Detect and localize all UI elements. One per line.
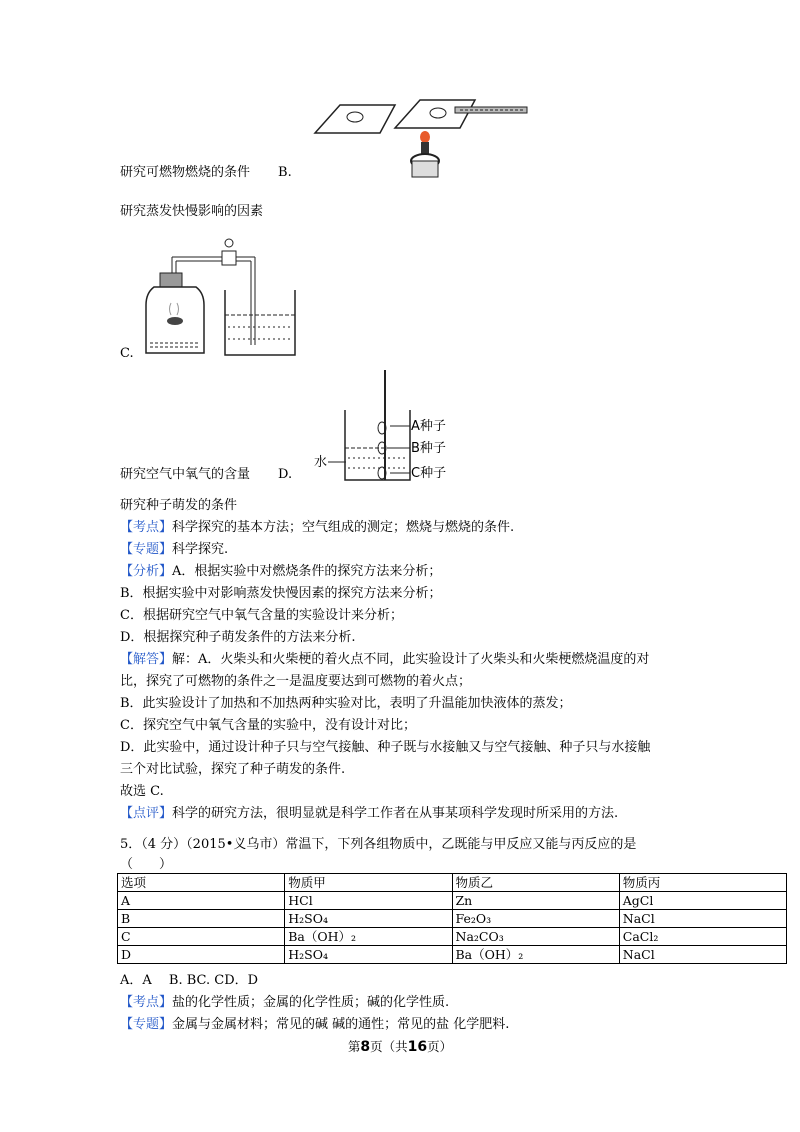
figure-d-note: 研究种子萌发的条件 — [120, 498, 238, 513]
seed-c-label: C种子 — [411, 466, 447, 481]
table-header: 物质甲 — [285, 874, 452, 892]
jieda-tag: 【解答】 — [120, 652, 173, 667]
table-header: 物质丙 — [619, 874, 786, 892]
q5-options: A．A B. BC. CD．D — [120, 973, 259, 988]
q4-jieda-3: B．此实验设计了加热和不加热两种实验对比，表明了升温能加快液体的蒸发； — [120, 696, 572, 711]
q4-jieda-6: 三个对比试验，探究了种子萌发的条件. — [120, 762, 346, 777]
seed-figure — [310, 370, 460, 485]
q5-stem: 5．（4 分）（2015•义乌市）常温下，下列各组物质中，乙既能与甲反应又能与丙反应的是 — [120, 837, 637, 852]
q4-jieda-4: C．探究空气中氧气含量的实验中，没有设计对比； — [120, 718, 416, 733]
table-cell: AgCl — [619, 892, 786, 910]
q4-jieda-2: 比，探究了可燃物的条件之一是温度要达到可燃物的着火点； — [120, 674, 472, 689]
q4-kaodian: 【考点】科学探究的基本方法；空气组成的测定；燃烧与燃烧的条件. — [120, 520, 515, 535]
table-header: 物质乙 — [452, 874, 619, 892]
table-cell: H₂SO₄ — [285, 946, 452, 964]
q4-zhuanti: 【专题】科学探究. — [120, 542, 229, 557]
table-row — [118, 928, 787, 946]
table-cell: CaCl₂ — [619, 928, 786, 946]
evaporation-figure — [140, 235, 305, 360]
table-header: 选项 — [118, 874, 285, 892]
table-cell: H₂SO₄ — [285, 910, 452, 928]
table-header-row — [118, 874, 787, 892]
q4-jieda: 【解答】解：A．火柴头和火柴梗的着火点不同，此实验设计了火柴头和火柴梗燃烧温度的对 — [120, 652, 650, 667]
kaodian-tag: 【考点】 — [120, 520, 173, 535]
water-label: 水 — [314, 455, 328, 470]
seed-a-label: A种子 — [411, 419, 446, 434]
table-cell: C — [118, 928, 285, 946]
q4-fenxi-d: D．根据探究种子萌发条件的方法来分析. — [120, 630, 356, 645]
page-footer: 第8页（共16页） — [347, 1039, 453, 1055]
q4-answer: 故选 C. — [120, 784, 164, 799]
table-cell: A — [118, 892, 285, 910]
figure-b-caption: 研究可燃物燃烧的条件 B. — [120, 165, 292, 180]
table-cell: NaCl — [619, 910, 786, 928]
table-cell: Ba（OH）₂ — [452, 946, 619, 964]
q4-jieda-5: D．此实验中，通过设计种子只与空气接触、种子既与水接触又与空气接触、种子只与水接触 — [120, 740, 651, 755]
kaodian-tag: 【考点】 — [120, 995, 173, 1010]
table-cell: Fe₂O₃ — [452, 910, 619, 928]
q5-kaodian: 【考点】盐的化学性质；金属的化学性质；碱的化学性质. — [120, 995, 450, 1010]
seed-b-label: B种子 — [411, 441, 446, 456]
table-row — [118, 892, 787, 910]
table-cell: Na₂CO₃ — [452, 928, 619, 946]
zhuanti-tag: 【专题】 — [120, 542, 173, 557]
combustion-figure — [310, 95, 540, 185]
table-row — [118, 910, 787, 928]
dianping-tag: 【点评】 — [120, 806, 173, 821]
page-number: 8 — [360, 1039, 371, 1055]
figure-d-caption: 研究空气中氧气的含量 D. — [120, 467, 293, 482]
table-cell: Zn — [452, 892, 619, 910]
table-cell: D — [118, 946, 285, 964]
q4-fenxi-c: C．根据研究空气中氧气含量的实验设计来分析； — [120, 608, 403, 623]
table-cell: Ba（OH）₂ — [285, 928, 452, 946]
figure-c-option: C. — [120, 346, 134, 361]
table-cell: NaCl — [619, 946, 786, 964]
table-row — [118, 946, 787, 964]
q5-table — [117, 873, 787, 964]
q4-dianping: 【点评】科学的研究方法，很明显就是科学工作者在从事某项科学发现时所采用的方法. — [120, 806, 619, 821]
q4-fenxi: 【分析】A．根据实验中对燃烧条件的探究方法来分析； — [120, 564, 442, 579]
table-cell: HCl — [285, 892, 452, 910]
fenxi-tag: 【分析】 — [120, 564, 173, 579]
page-total: 16 — [407, 1039, 428, 1055]
zhuanti-tag: 【专题】 — [120, 1017, 173, 1032]
table-cell: B — [118, 910, 285, 928]
figure-c-caption: 研究蒸发快慢影响的因素 — [120, 204, 264, 219]
q4-fenxi-b: B．根据实验中对影响蒸发快慢因素的探究方法来分析； — [120, 586, 442, 601]
q5-zhuanti: 【专题】金属与金属材料；常见的碱 碱的通性；常见的盐 化学肥料. — [120, 1017, 510, 1032]
q5-paren: （ ） — [120, 857, 173, 872]
